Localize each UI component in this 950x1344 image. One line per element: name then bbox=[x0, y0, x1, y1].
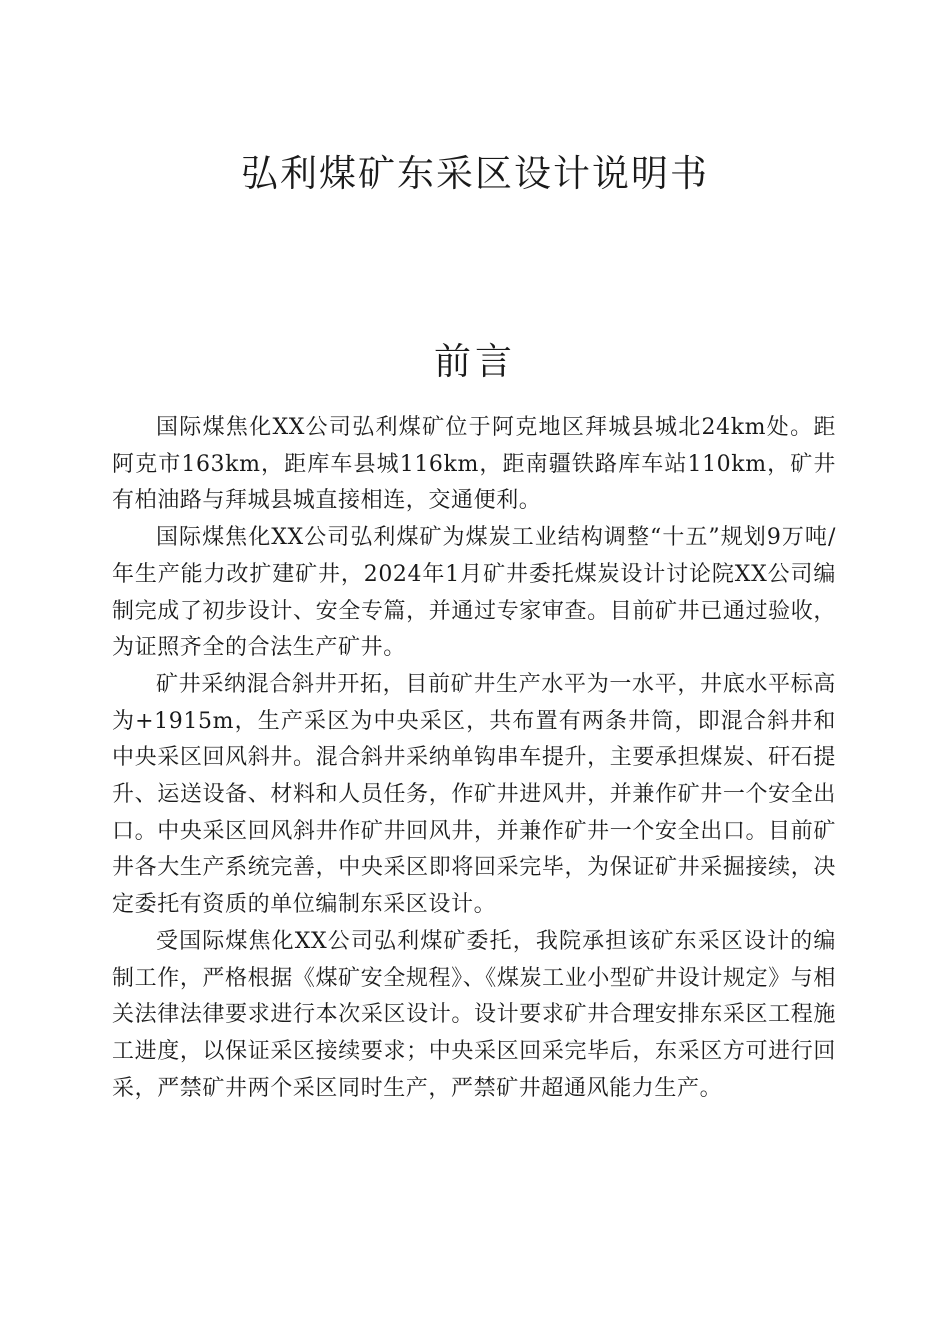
paragraph-history: 国际煤焦化XX公司弘利煤矿为煤炭工业结构调整“十五”规划9万吨/年生产能力改扩建矿井，2024年1月矿井委托煤炭设计讨论院XX公司编制完成了初步设计、安全专篇，并通过专家审查。目前矿井已通过验收，为证照齐全的合法生产矿井。 bbox=[112, 525, 836, 661]
document-title: 弘利煤矿东采区设计说明书 bbox=[241, 152, 709, 195]
section-heading: 前言 bbox=[434, 340, 516, 383]
paragraph-commission: 受国际煤焦化XX公司弘利煤矿委托，我院承担该矿东采区设计的编制工作，严格根据《煤矿安全规程》、《煤炭工业小型矿井设计规定》与相关法律法律要求进行本次采区设计。设计要求矿井合理安排东采区工程施工进度，以保证采区接续要求；中央采区回采完毕后，东采区方可进行回采，严禁矿井两个采区同时生产，严禁矿井超通风能力生产。 bbox=[112, 928, 836, 1101]
paragraph-development: 矿井采纳混合斜井开拓，目前矿井生产水平为一水平，井底水平标高为+1915m，生产采区为中央采区，共布置有两条井筒，即混合斜井和中央采区回风斜井。混合斜井采纳单钩串车提升，主要承担煤炭、矸石提升、运送设备、材料和人员任务，作矿井进风井，并兼作矿井一个安全出口。中央采区回风斜井作矿井回风井，并兼作矿井一个安全出口。目前矿井各大生产系统完善，中央采区即将回采完毕，为保证矿井采掘接续，决定委托有资质的单位编制东采区设计。 bbox=[112, 671, 836, 918]
paragraph-location: 国际煤焦化XX公司弘利煤矿位于阿克地区拜城县城北24km处。距阿克市163km，距库车县城116km，距南疆铁路库车站110km，矿井有柏油路与拜城县城直接相连，交通便利。 bbox=[112, 415, 836, 514]
document-body bbox=[112, 410, 836, 1107]
